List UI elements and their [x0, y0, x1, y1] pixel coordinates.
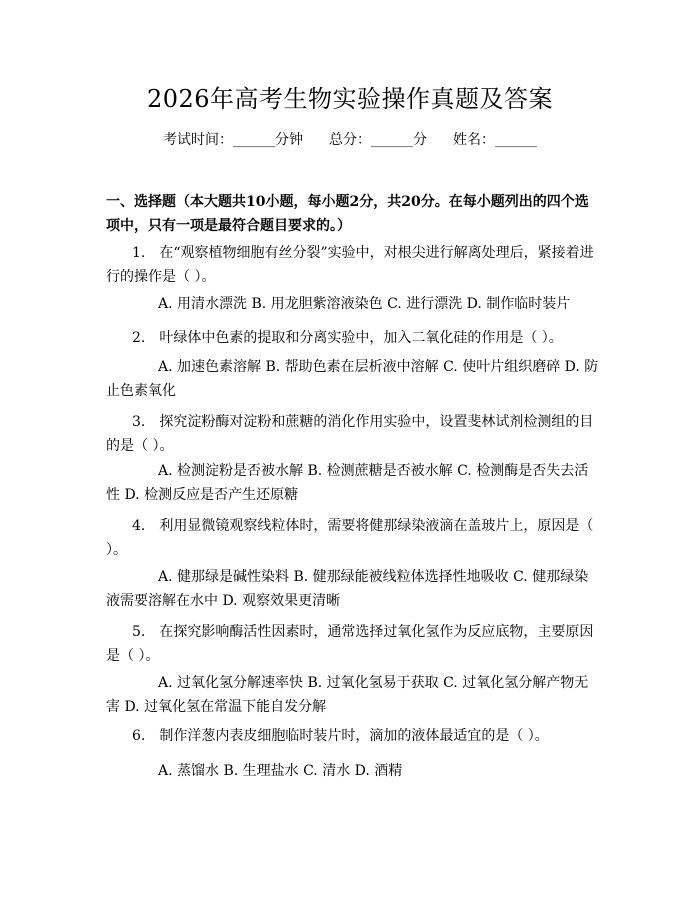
question-3-stem: 3. 探究淀粉酶对淀粉和蔗糖的消化作用实验中，设置斐林试剂检测组的目的是（ ）。	[106, 414, 594, 454]
question-3-options: A. 检测淀粉是否被水解 B. 检测蔗糖是否被水解 C. 检测酶是否失去活性 D. 检测反应是否产生还原糖	[106, 463, 589, 503]
page-title: 2026年高考生物实验操作真题及答案	[146, 85, 554, 113]
question-6-options: A. 蒸馏水 B. 生理盐水 C. 清水 D. 酒精	[158, 763, 403, 779]
question-2-stem: 2. 叶绿体中色素的提取和分离实验中，加入二氧化硅的作用是（ ）。	[132, 330, 563, 346]
question-1-stem: 1. 在“观察植物细胞有丝分裂”实验中，对根尖进行解离处理后，紧接着进行的操作是（ ）。	[106, 245, 594, 285]
question-5-stem: 5. 在探究影响酶活性因素时，通常选择过氧化氢作为反应底物，主要原因是（ ）。	[106, 624, 594, 664]
total-score-field: 总分：______分	[329, 132, 427, 148]
question-1-options: A. 用清水漂洗 B. 用龙胆紫溶液染色 C. 进行漂洗 D. 制作临时装片	[158, 296, 571, 312]
exam-info-row	[0, 130, 700, 150]
question-5-options: A. 过氧化氢分解速率快 B. 过氧化氢易于获取 C. 过氧化氢分解产物无害 D. 过氧化氢在常温下能自发分解	[106, 675, 589, 715]
question-4-options: A. 健那绿是碱性染料 B. 健那绿能被线粒体选择性地吸收 C. 健那绿染液需要溶解在水中 D. 观察效果更清晰	[106, 569, 589, 609]
question-2-options: A. 加速色素溶解 B. 帮助色素在层析液中溶解 C. 使叶片组织磨碎 D. 防止色素氧化	[106, 359, 599, 399]
question-4-stem: 4. 利用显微镜观察线粒体时，需要将健那绿染液滴在盖玻片上，原因是（ ）。	[106, 518, 594, 558]
student-name-field: 姓名：______	[453, 132, 537, 148]
section-heading: 一、选择题（本大题共10小题，每小题2分，共20分。在每小题列出的四个选项中，只有一项是最符合题目要求的。）	[106, 194, 589, 234]
question-6-stem: 6. 制作洋葱内表皮细胞临时装片时，滴加的液体最适宜的是（ ）。	[132, 728, 549, 744]
exam-time-field: 考试时间：______分钟	[163, 132, 303, 148]
